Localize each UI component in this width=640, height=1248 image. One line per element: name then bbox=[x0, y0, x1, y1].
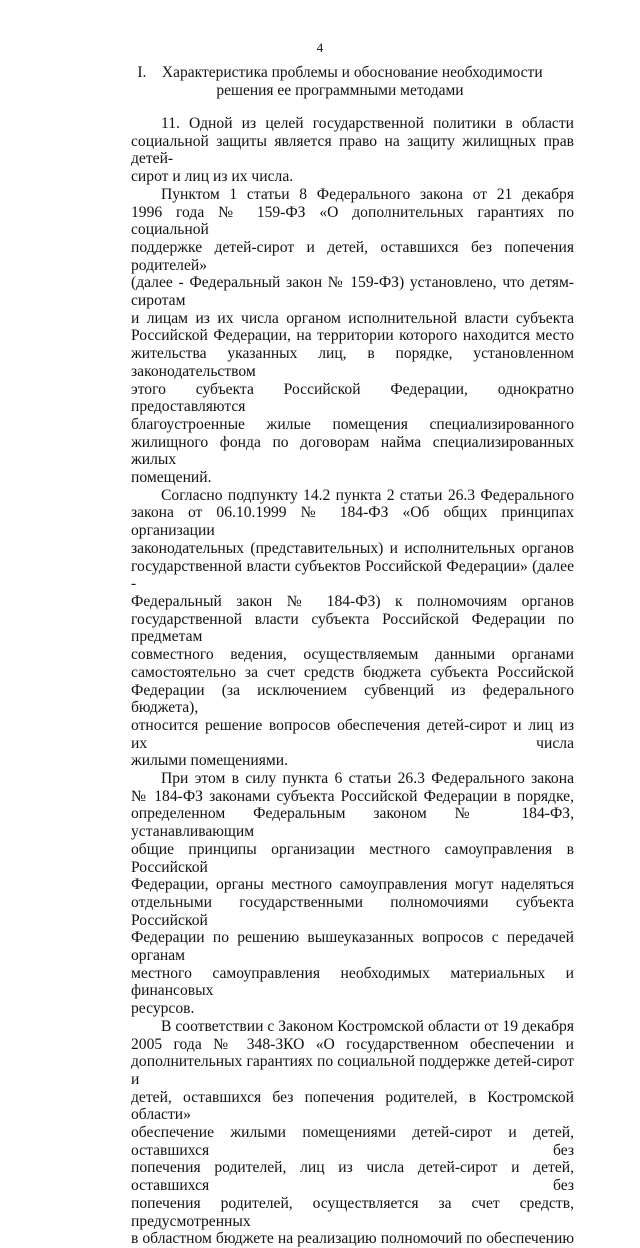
paragraph bbox=[131, 186, 574, 487]
paragraph-line: отдельными государственными полномочиями субъекта Российской bbox=[131, 893, 574, 929]
paragraph-line: Согласно подпункту 14.2 пункта 2 статьи 26.3 Федерального bbox=[161, 486, 574, 504]
paragraph-line: Федерации по решению вышеуказанных вопросов с передачей органам bbox=[131, 929, 574, 965]
paragraph-line: (далее - Федеральный закон № 159-ФЗ) установлено, что детям-сиротам bbox=[131, 274, 574, 310]
paragraph-line: в областном бюджете на реализацию полномочий по обеспечению bbox=[131, 1230, 574, 1248]
paragraph-line: жилищного фонда по договорам найма специализированных жилых bbox=[131, 433, 574, 469]
paragraph-line: помещений. bbox=[131, 469, 212, 487]
paragraph bbox=[131, 1018, 574, 1248]
paragraph-line: попечения родителей, лиц из числа детей-сирот и детей, оставшихся без bbox=[131, 1159, 574, 1195]
section-heading-line-2: решения ее программными методами bbox=[216, 82, 464, 99]
paragraph-line: совместного ведения, осуществляемым данными органами bbox=[131, 646, 574, 664]
paragraph-line: жительства указанных лиц, в порядке, установленном законодательством bbox=[131, 345, 574, 380]
paragraph-line: При этом в силу пункта 6 статьи 26.3 Федерального закона bbox=[161, 770, 574, 788]
paragraph-line: жилыми помещениями. bbox=[131, 752, 289, 770]
section-heading-line-1: I. Характеристика проблемы и обоснование необходимости bbox=[137, 64, 543, 81]
section-heading bbox=[100, 64, 580, 100]
paragraph-line: государственной власти субъекта Российской Федерации по предметам bbox=[131, 610, 574, 646]
paragraph-line: благоустроенные жилые помещения специализированного bbox=[131, 415, 574, 433]
paragraph-line: Федерации, органы местного самоуправления могут наделяться bbox=[131, 876, 574, 894]
document-body bbox=[131, 115, 574, 1248]
paragraph-line: и лицам из их числа органом исполнительной власти субъекта bbox=[131, 309, 574, 327]
paragraph-line: социальной защиты является право на защиту жилищных прав детей- bbox=[131, 132, 574, 168]
paragraph-line: 1996 года № 159-ФЗ «О дополнительных гарантиях по социальной bbox=[131, 203, 574, 239]
paragraph-line: самостоятельно за счет средств бюджета субъекта Российской bbox=[131, 663, 574, 681]
paragraph-line: № 184-ФЗ законами субъекта Российской Федерации в порядке, bbox=[131, 787, 574, 805]
paragraph-line: государственной власти субъектов Российской Федерации» (далее - bbox=[131, 557, 574, 593]
paragraph-line: поддержке детей-сирот и детей, оставшихся без попечения родителей» bbox=[131, 238, 574, 274]
paragraph bbox=[131, 770, 574, 1018]
paragraph-line: сирот и лиц из их числа. bbox=[131, 168, 294, 186]
paragraph-line: ресурсов. bbox=[131, 1000, 195, 1018]
paragraph-line: закона от 06.10.1999 № 184-ФЗ «Об общих принципах организации bbox=[131, 504, 574, 540]
paragraph-line: Российской Федерации, на территории которого находится место bbox=[131, 327, 574, 345]
paragraph bbox=[131, 115, 574, 186]
paragraph-line: этого субъекта Российской Федерации, однократно предоставляются bbox=[131, 380, 574, 416]
paragraph-line: попечения родителей, осуществляется за счет средств, предусмотренных bbox=[131, 1194, 574, 1230]
paragraph-line: относится решение вопросов обеспечения детей-сирот и лиц из их числа bbox=[131, 716, 574, 752]
paragraph-line: 11. Одной из целей государственной политики в области bbox=[161, 115, 574, 132]
paragraph-line: В соответствии с Законом Костромской области от 19 декабря bbox=[161, 1017, 574, 1035]
paragraph-line: Федерации (за исключением субвенций из федерального бюджета), bbox=[131, 681, 574, 717]
paragraph-line: 2005 года № 348-ЗКО «О государственном обеспечении и bbox=[131, 1035, 574, 1053]
paragraph-line: местного самоуправления необходимых материальных и финансовых bbox=[131, 964, 574, 1000]
paragraph-line: Пунктом 1 статьи 8 Федерального закона от 21 декабря bbox=[161, 185, 574, 203]
paragraph-line: дополнительных гарантиях по социальной поддержке детей-сирот и bbox=[131, 1053, 574, 1088]
paragraph-line: обеспечение жилыми помещениями детей-сирот и детей, оставшихся без bbox=[131, 1124, 574, 1159]
paragraph-line: Федеральный закон № 184-ФЗ) к полномочиям органов bbox=[131, 592, 574, 610]
paragraph-line: законодательных (представительных) и исполнительных органов bbox=[131, 539, 574, 557]
paragraph-line: общие принципы организации местного самоуправления в Российской bbox=[131, 840, 574, 876]
paragraph-line: определенном Федеральным законом № 184-ФЗ, устанавливающим bbox=[131, 805, 574, 841]
page-number: 4 bbox=[316, 40, 324, 55]
paragraph-line: детей, оставшихся без попечения родителей, в Костромской области» bbox=[131, 1088, 574, 1124]
paragraph bbox=[131, 487, 574, 770]
